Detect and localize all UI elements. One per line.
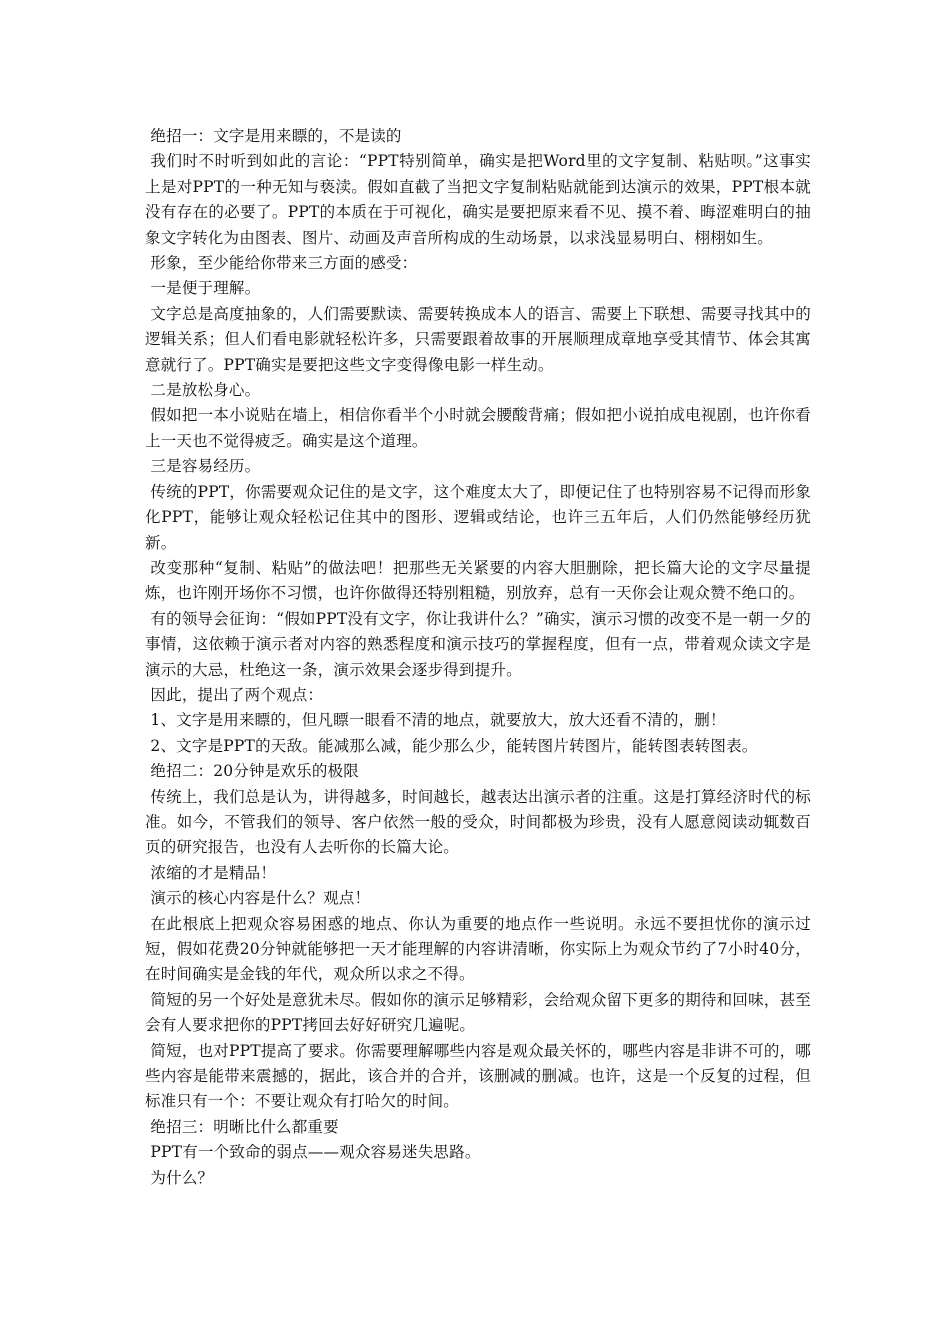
body-paragraph: 假如把一本小说贴在墙上，相信你看半个小时就会腰酸背痛；假如把小说拍成电视剧，也许你看上一天也不觉得疲乏。确实是这个道理。 bbox=[145, 406, 811, 450]
section-heading-1: 绝招一：文字是用来瞟的，不是读的 bbox=[150, 127, 402, 145]
section-heading-2: 绝招二：20分钟是欢乐的极限 bbox=[150, 762, 359, 781]
body-paragraph: 有的领导会征询：“假如PPT没有文字，你让我讲什么？”确实，演示习惯的改变不是一朝一夕的事情，这依赖于演示者对内容的熟悉程度和演示技巧的掌握程度，但有一点，带着观众读文字是演示的大忌，杜绝这一条，演示效果会逐步得到提升。 bbox=[145, 609, 811, 679]
point-heading: 二是放松身心。 bbox=[150, 381, 261, 400]
body-paragraph: 我们时不时听到如此的言论：“PPT特别简单，确实是把Word里的文字复制、粘贴呗。”这事实上是对PPT的一种无知与亵渎。假如直截了当把文字复制粘贴就能到达演示的效果，PPT根本就没有存在的必要了。PPT的本质在于可视化，确实是要把原来看不见、摸不着、晦涩难明白的抽象文字转化为由图表、图片、动画及声音所构成的生动场景，以求浅显易明白、栩栩如生。 bbox=[145, 152, 811, 247]
body-paragraph: 改变那种“复制、粘贴”的做法吧！把那些无关紧要的内容大胆删除，把长篇大论的文字尽量提炼，也许刚开场你不习惯，也许你做得还特别粗糙，别放弃，总有一天你会让观众赞不绝口的。 bbox=[145, 558, 811, 603]
body-paragraph: PPT有一个致命的弱点——观众容易迷失思路。 bbox=[150, 1143, 481, 1162]
section-heading-3: 绝招三：明晰比什么都重要 bbox=[150, 1117, 339, 1136]
body-paragraph: 形象，至少能给你带来三方面的感受： bbox=[150, 254, 418, 273]
point-heading: 一是便于理解。 bbox=[150, 279, 261, 298]
document-body bbox=[145, 124, 811, 1191]
body-paragraph: 简短，也对PPT提高了要求。你需要理解哪些内容是观众最关怀的，哪些内容是非讲不可的，哪些内容是能带来震撼的，据此，该合并的合并，该删减的删减。也许，这是一个反复的过程，但标准只有一个：不要让观众有打哈欠的时间。 bbox=[145, 1041, 811, 1111]
list-item: 2、文字是PPT的天敌。能减那么减，能少那么少，能转图片转图片，能转图表转图表。 bbox=[150, 736, 758, 755]
body-paragraph: 简短的另一个好处是意犹未尽。假如你的演示足够精彩，会给观众留下更多的期待和回味，甚至会有人要求把你的PPT拷回去好好研究几遍呢。 bbox=[145, 990, 811, 1035]
body-paragraph: 在此根底上把观众容易困惑的地点、你认为重要的地点作一些说明。永远不要担忧你的演示过短，假如花费20分钟就能够把一天才能理解的内容讲清晰，你实际上为观众节约了7小时40分，在时间确实是金钱的年代，观众所以求之不得。 bbox=[145, 914, 811, 984]
body-paragraph: 因此，提出了两个观点： bbox=[150, 685, 324, 704]
point-heading: 三是容易经历。 bbox=[150, 457, 261, 476]
list-item: 1、文字是用来瞟的，但凡瞟一眼看不清的地点，就要放大，放大还看不清的，删！ bbox=[150, 711, 726, 730]
body-paragraph: 文字总是高度抽象的，人们需要默读、需要转换成本人的语言、需要上下联想、需要寻找其中的逻辑关系；但人们看电影就轻松许多，只需要跟着故事的开展顺理成章地享受其情节、体会其寓意就行了。PPT确实是要把这些文字变得像电影一样生动。 bbox=[145, 304, 811, 374]
body-paragraph: 浓缩的才是精品！ bbox=[150, 863, 277, 882]
body-paragraph: 传统上，我们总是认为，讲得越多，时间越长，越表达出演示者的注重。这是打算经济时代的标准。如今，不管我们的领导、客户依然一般的受众，时间都极为珍贵，没有人愿意阅读动辄数百页的研究报告，也没有人去听你的长篇大论。 bbox=[145, 787, 811, 857]
body-paragraph: 演示的核心内容是什么？观点！ bbox=[150, 889, 371, 908]
body-paragraph: 为什么？ bbox=[150, 1168, 214, 1187]
body-paragraph: 传统的PPT，你需要观众记住的是文字，这个难度太大了，即便记住了也特别容易不记得而形象化PPT，能够让观众轻松记住其中的图形、逻辑或结论，也许三五年后，人们仍然能够经历犹新。 bbox=[145, 482, 811, 552]
